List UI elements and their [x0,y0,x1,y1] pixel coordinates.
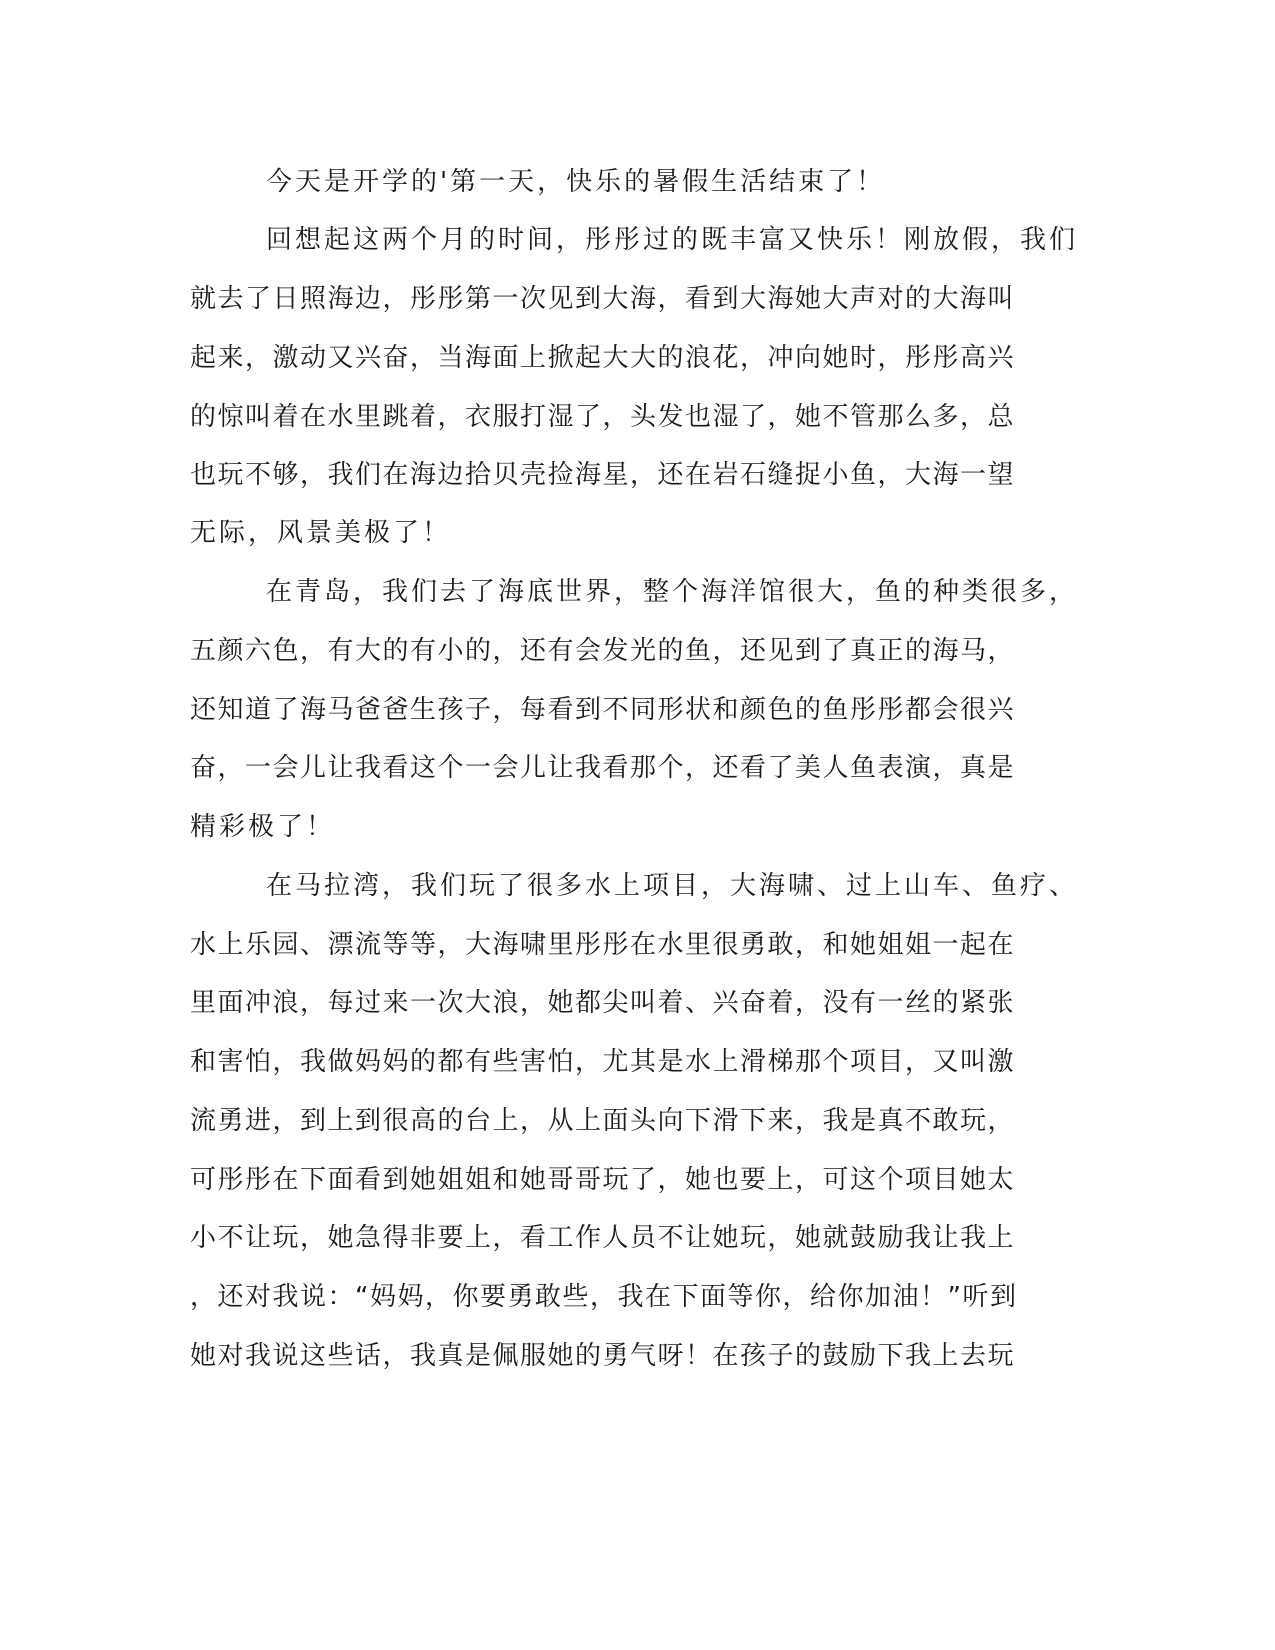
paragraph-3-line-1: 在青岛，我们去了海底世界，整个海洋馆很大，鱼的种类很多， [266,577,1079,607]
paragraph-2-line-6: 无际，风景美极了！ [190,518,452,548]
paragraph-4-line-2: 水上乐园、漂流等等，大海啸里彤彤在水里很勇敢，和她姐姐一起在 [190,930,1016,960]
paragraph-4-line-4: 和害怕，我做妈妈的都有些害怕，尤其是水上滑梯那个项目，又叫激 [190,1047,1016,1077]
paragraph-3-line-3: 还知道了海马爸爸生孩子，每看到不同形状和颜色的鱼彤彤都会很兴 [190,695,1016,725]
paragraph-3-line-4: 奋，一会儿让我看这个一会儿让我看那个，还看了美人鱼表演，真是 [190,753,1016,783]
paragraph-4-line-9: 她对我说这些话，我真是佩服她的勇气呀！在孩子的鼓励下我上去玩 [190,1341,1016,1371]
paragraph-3-line-5: 精彩极了！ [190,812,336,842]
paragraph-4-line-7: 小不让玩，她急得非要上，看工作人员不让她玩，她就鼓励我让我上 [190,1223,1016,1253]
paragraph-4-line-3: 里面冲浪，每过来一次大浪，她都尖叫着、兴奋着，没有一丝的紧张 [190,988,1016,1018]
paragraph-2-line-2: 就去了日照海边，彤彤第一次见到大海，看到大海她大声对的大海叫 [190,284,1016,314]
paragraph-1-line-1: 今天是开学的'第一天，快乐的暑假生活结束了！ [266,167,886,197]
paragraph-2-line-5: 也玩不够，我们在海边拾贝壳捡海星，还在岩石缝捉小鱼，大海一望 [190,460,1016,490]
paragraph-4-line-5: 流勇进，到上到很高的台上，从上面头向下滑下来，我是真不敢玩， [190,1106,1016,1136]
paragraph-3-line-2: 五颜六色，有大的有小的，还有会发光的鱼，还见到了真正的海马， [190,636,1016,666]
paragraph-4-line-8: ，还对我说：“妈妈，你要勇敢些，我在下面等你，给你加油！”听到 [190,1282,1018,1312]
paragraph-2-line-3: 起来，激动又兴奋，当海面上掀起大大的浪花，冲向她时，彤彤高兴 [190,343,1016,373]
paragraph-2-line-4: 的惊叫着在水里跳着，衣服打湿了，头发也湿了，她不管那么多，总 [190,402,1016,432]
paragraph-4-line-1: 在马拉湾，我们玩了很多水上项目，大海啸、过上山车、鱼疗、 [266,871,1079,901]
paragraph-2-line-1: 回想起这两个月的时间，彤彤过的既丰富又快乐！刚放假，我们 [266,225,1079,255]
paragraph-4-line-6: 可彤彤在下面看到她姐姐和她哥哥玩了，她也要上，可这个项目她太 [190,1165,1016,1195]
